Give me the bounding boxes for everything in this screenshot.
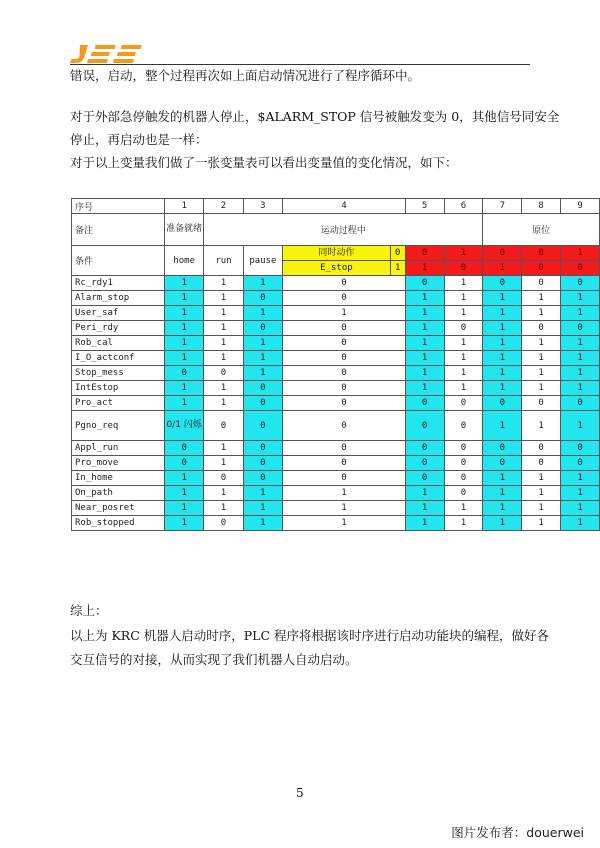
variable-value: 1: [164, 486, 203, 501]
variable-value: 1: [483, 411, 522, 441]
variable-value: 0: [405, 276, 444, 291]
header-note: 备注: [72, 214, 165, 246]
variable-value: 1: [522, 291, 561, 306]
variable-value: 0: [522, 321, 561, 336]
variable-value: 1: [204, 336, 243, 351]
variable-value: 1: [164, 501, 203, 516]
cond-simultaneous-label: 同时动作: [318, 248, 355, 258]
variable-value: 0: [283, 471, 406, 486]
variable-value: 1: [522, 501, 561, 516]
logo-mark: [70, 45, 142, 63]
variable-value: 1: [164, 291, 203, 306]
variable-value: 1: [243, 486, 283, 501]
variable-value: 1: [243, 276, 283, 291]
variable-value: 0: [164, 441, 203, 456]
variable-value: 1: [561, 336, 600, 351]
variable-name: Rob_cal: [72, 336, 165, 351]
variable-value: 1: [243, 501, 283, 516]
variable-value: 1: [243, 306, 283, 321]
variable-value: 0: [522, 276, 561, 291]
variable-value: 1: [204, 456, 243, 471]
variable-value: 1: [204, 486, 243, 501]
variable-value: 1: [204, 321, 243, 336]
variable-value: 0: [243, 291, 283, 306]
variable-value: 1: [405, 381, 444, 396]
cond-simultaneous: [283, 246, 406, 261]
variable-value: 1: [444, 291, 483, 306]
variable-value: 1: [243, 351, 283, 366]
red-cell: 0: [483, 246, 522, 261]
variable-value: 0: [444, 471, 483, 486]
table-row: [72, 321, 600, 336]
variable-value: 0: [522, 456, 561, 471]
variable-value: 1: [561, 381, 600, 396]
variable-value: 1: [522, 471, 561, 486]
table-row: [72, 441, 600, 456]
table-row: [72, 516, 600, 531]
variable-value: 1: [283, 501, 406, 516]
variable-value: 0: [204, 471, 243, 486]
variable-value: 0: [405, 471, 444, 486]
header-col: 7: [483, 199, 522, 214]
variable-value: 0: [405, 411, 444, 441]
paragraph-1: 错误，启动，整个过程再次如上面启动情况进行了程序循环中。: [70, 68, 421, 83]
variable-value: 1: [405, 486, 444, 501]
variable-value: 0: [204, 516, 243, 531]
variable-value: 1: [243, 366, 283, 381]
variable-value: 1: [561, 291, 600, 306]
variable-value: 0: [522, 396, 561, 411]
variable-value: 1: [483, 501, 522, 516]
variable-value: 1: [204, 381, 243, 396]
paragraph-3: 对于以上变量我们做了一张变量表可以看出变量值的变化情况，如下：: [70, 155, 458, 170]
variable-value: 0: [283, 336, 406, 351]
cond-simultaneous-value: 0: [390, 246, 405, 260]
variable-value: 1: [164, 321, 203, 336]
variable-value: 1: [444, 366, 483, 381]
variable-value: 0: [283, 381, 406, 396]
variable-value: 1: [483, 366, 522, 381]
table-condition-row-top: [72, 246, 600, 261]
variable-value: 0: [204, 366, 243, 381]
variable-value: 1: [483, 351, 522, 366]
header-col: 4: [283, 199, 406, 214]
variable-value: 1: [483, 516, 522, 531]
cond-estop-label: E_stop: [320, 263, 353, 273]
variable-name: Rob_stopped: [72, 516, 165, 531]
variable-value: 0: [243, 441, 283, 456]
variable-value: 0: [561, 456, 600, 471]
page-number: 5: [296, 786, 304, 800]
variable-value: 0: [483, 276, 522, 291]
table-row: [72, 471, 600, 486]
variable-value: 1: [522, 336, 561, 351]
variable-value: 1: [405, 351, 444, 366]
variable-value: 1: [444, 351, 483, 366]
variable-table: [71, 198, 600, 531]
paragraph-2-line-2: 停止，再启动也是一样：: [70, 132, 208, 147]
variable-value: 0: [283, 366, 406, 381]
variable-value: 1: [483, 381, 522, 396]
variable-value: 0: [483, 441, 522, 456]
variable-value: 1: [405, 366, 444, 381]
variable-value: 0: [204, 411, 243, 441]
variable-value: 1: [164, 351, 203, 366]
header-col: 2: [204, 199, 243, 214]
variable-value: 1: [444, 381, 483, 396]
variable-value: 0: [243, 381, 283, 396]
variable-value: 1: [204, 306, 243, 321]
variable-value: 0: [283, 396, 406, 411]
variable-value: 1: [522, 411, 561, 441]
cond-estop: [283, 261, 406, 276]
variable-value: 1: [164, 396, 203, 411]
variable-value: 0: [561, 321, 600, 336]
variable-value: 1: [283, 486, 406, 501]
variable-value: 1: [444, 306, 483, 321]
variable-value: 0: [444, 486, 483, 501]
red-cell: 1: [561, 246, 600, 261]
red-cell: 0: [561, 261, 600, 276]
variable-name: Alarm_stop: [72, 291, 165, 306]
red-cell: 0: [522, 261, 561, 276]
variable-value: 1: [483, 291, 522, 306]
red-cell: 1: [405, 261, 444, 276]
variable-value: 0: [561, 396, 600, 411]
variable-value: 0: [164, 366, 203, 381]
variable-value: 0: [283, 456, 406, 471]
variable-value: 1: [405, 336, 444, 351]
variable-value: 0: [243, 411, 283, 441]
variable-name: I_O_actconf: [72, 351, 165, 366]
cond-estop-value: 1: [390, 261, 405, 275]
variable-value: 1: [405, 291, 444, 306]
variable-value: 0: [243, 471, 283, 486]
variable-value: 1: [204, 351, 243, 366]
variable-value: 0: [283, 276, 406, 291]
variable-value: 0: [283, 351, 406, 366]
header-col: 1: [164, 199, 203, 214]
variable-value: 1: [405, 501, 444, 516]
variable-value: 1: [164, 516, 203, 531]
variable-value: 0: [405, 441, 444, 456]
variable-value: 1: [522, 381, 561, 396]
table-row: [72, 276, 600, 291]
cond-pause: pause: [243, 246, 283, 276]
variable-value: 1: [522, 351, 561, 366]
variable-value: 0: [283, 291, 406, 306]
variable-value: 0: [561, 441, 600, 456]
variable-name: Pro_act: [72, 396, 165, 411]
red-cell: 0: [405, 246, 444, 261]
variable-name: Appl_run: [72, 441, 165, 456]
table-row: [72, 486, 600, 501]
variable-value: 1: [164, 471, 203, 486]
variable-value: 1: [204, 291, 243, 306]
variable-value: 1: [164, 381, 203, 396]
variable-value: 1: [483, 306, 522, 321]
variable-value: 0: [483, 456, 522, 471]
variable-value: 1: [204, 276, 243, 291]
table-note-row: [72, 214, 600, 246]
header-rule: [70, 64, 530, 65]
red-cell: 1: [483, 261, 522, 276]
variable-value: 0: [283, 441, 406, 456]
variable-value: 1: [204, 501, 243, 516]
variable-name: Rc_rdy1: [72, 276, 165, 291]
variable-value: 1: [561, 411, 600, 441]
red-cell: 1: [444, 246, 483, 261]
header-seq: 序号: [72, 199, 165, 214]
variable-value: 0: [283, 411, 406, 441]
variable-value: 0/1 闪烁: [164, 411, 203, 441]
variable-value: 0: [283, 321, 406, 336]
variable-value: 0: [522, 441, 561, 456]
table-row: [72, 396, 600, 411]
variable-value: 0: [405, 456, 444, 471]
variable-value: 1: [164, 276, 203, 291]
variable-value: 1: [405, 516, 444, 531]
table-row: [72, 456, 600, 471]
variable-value: 1: [561, 501, 600, 516]
variable-value: 1: [522, 366, 561, 381]
header-col: 6: [444, 199, 483, 214]
variable-value: 1: [483, 321, 522, 336]
publisher-credit: 图片发布者：douerwei: [451, 825, 584, 840]
variable-value: 1: [483, 336, 522, 351]
header-condition: 条件: [72, 246, 165, 276]
variable-value: 1: [561, 471, 600, 486]
note-home: 原位: [483, 214, 600, 246]
table-row: [72, 306, 600, 321]
table-row: [72, 381, 600, 396]
table-row: [72, 351, 600, 366]
variable-value: 1: [444, 336, 483, 351]
variable-name: IntEstop: [72, 381, 165, 396]
table-row: [72, 501, 600, 516]
variable-value: 1: [561, 366, 600, 381]
variable-value: 1: [444, 276, 483, 291]
variable-value: 1: [444, 516, 483, 531]
variable-value: 1: [164, 336, 203, 351]
red-cell: 0: [444, 261, 483, 276]
note-ready: 准备就绪: [164, 214, 203, 246]
paragraph-5-line-2: 交互信号的对接，从而实现了我们机器人自动启动。: [70, 652, 358, 667]
variable-value: 0: [405, 396, 444, 411]
header-col: 9: [561, 199, 600, 214]
table-row: [72, 291, 600, 306]
variable-value: 1: [561, 306, 600, 321]
variable-value: 0: [243, 456, 283, 471]
variable-value: 1: [444, 501, 483, 516]
variable-value: 1: [283, 516, 406, 531]
company-logo: [70, 44, 142, 64]
paragraph-4: 综上：: [70, 603, 108, 618]
variable-value: 1: [522, 486, 561, 501]
variable-value: 1: [283, 306, 406, 321]
variable-name: Near_posret: [72, 501, 165, 516]
table-row: [72, 411, 600, 441]
variable-value: 1: [243, 336, 283, 351]
variable-value: 1: [483, 486, 522, 501]
variable-value: 1: [483, 471, 522, 486]
variable-value: 0: [444, 456, 483, 471]
variable-value: 1: [204, 396, 243, 411]
paragraph-2-line-1: 对于外部急停触发的机器人停止，$ALARM_STOP 信号被触发变为 0，其他信号同安全: [70, 109, 560, 124]
variable-name: On_path: [72, 486, 165, 501]
note-running: 运动过程中: [204, 214, 483, 246]
cond-home: home: [164, 246, 203, 276]
table-row: [72, 336, 600, 351]
variable-value: 0: [483, 396, 522, 411]
variable-value: 1: [204, 441, 243, 456]
variable-value: 0: [243, 321, 283, 336]
variable-value: 0: [444, 411, 483, 441]
variable-value: 1: [522, 516, 561, 531]
variable-value: 1: [405, 306, 444, 321]
variable-value: 0: [243, 396, 283, 411]
variable-value: 0: [444, 441, 483, 456]
variable-value: 0: [444, 396, 483, 411]
variable-name: User_saf: [72, 306, 165, 321]
variable-value: 1: [522, 306, 561, 321]
variable-value: 0: [444, 321, 483, 336]
header-col: 3: [243, 199, 283, 214]
variable-name: Peri_rdy: [72, 321, 165, 336]
variable-name: Stop_mess: [72, 366, 165, 381]
variable-name: In_home: [72, 471, 165, 486]
red-cell: 0: [522, 246, 561, 261]
variable-name: Pgno_req: [72, 411, 165, 441]
variable-value: 0: [561, 276, 600, 291]
variable-value: 1: [164, 306, 203, 321]
cond-run: run: [204, 246, 243, 276]
paragraph-5-line-1: 以上为 KRC 机器人启动时序，PLC 程序将根据该时序进行启动功能块的编程，做好各: [70, 628, 550, 643]
table-row: [72, 366, 600, 381]
variable-value: 1: [243, 516, 283, 531]
variable-name: Pro_move: [72, 456, 165, 471]
variable-value: 1: [561, 486, 600, 501]
table-header-row: [72, 199, 600, 214]
header-col: 5: [405, 199, 444, 214]
variable-value: 1: [405, 321, 444, 336]
variable-value: 1: [561, 516, 600, 531]
variable-value: 0: [164, 456, 203, 471]
variable-value: 1: [561, 351, 600, 366]
header-col: 8: [522, 199, 561, 214]
